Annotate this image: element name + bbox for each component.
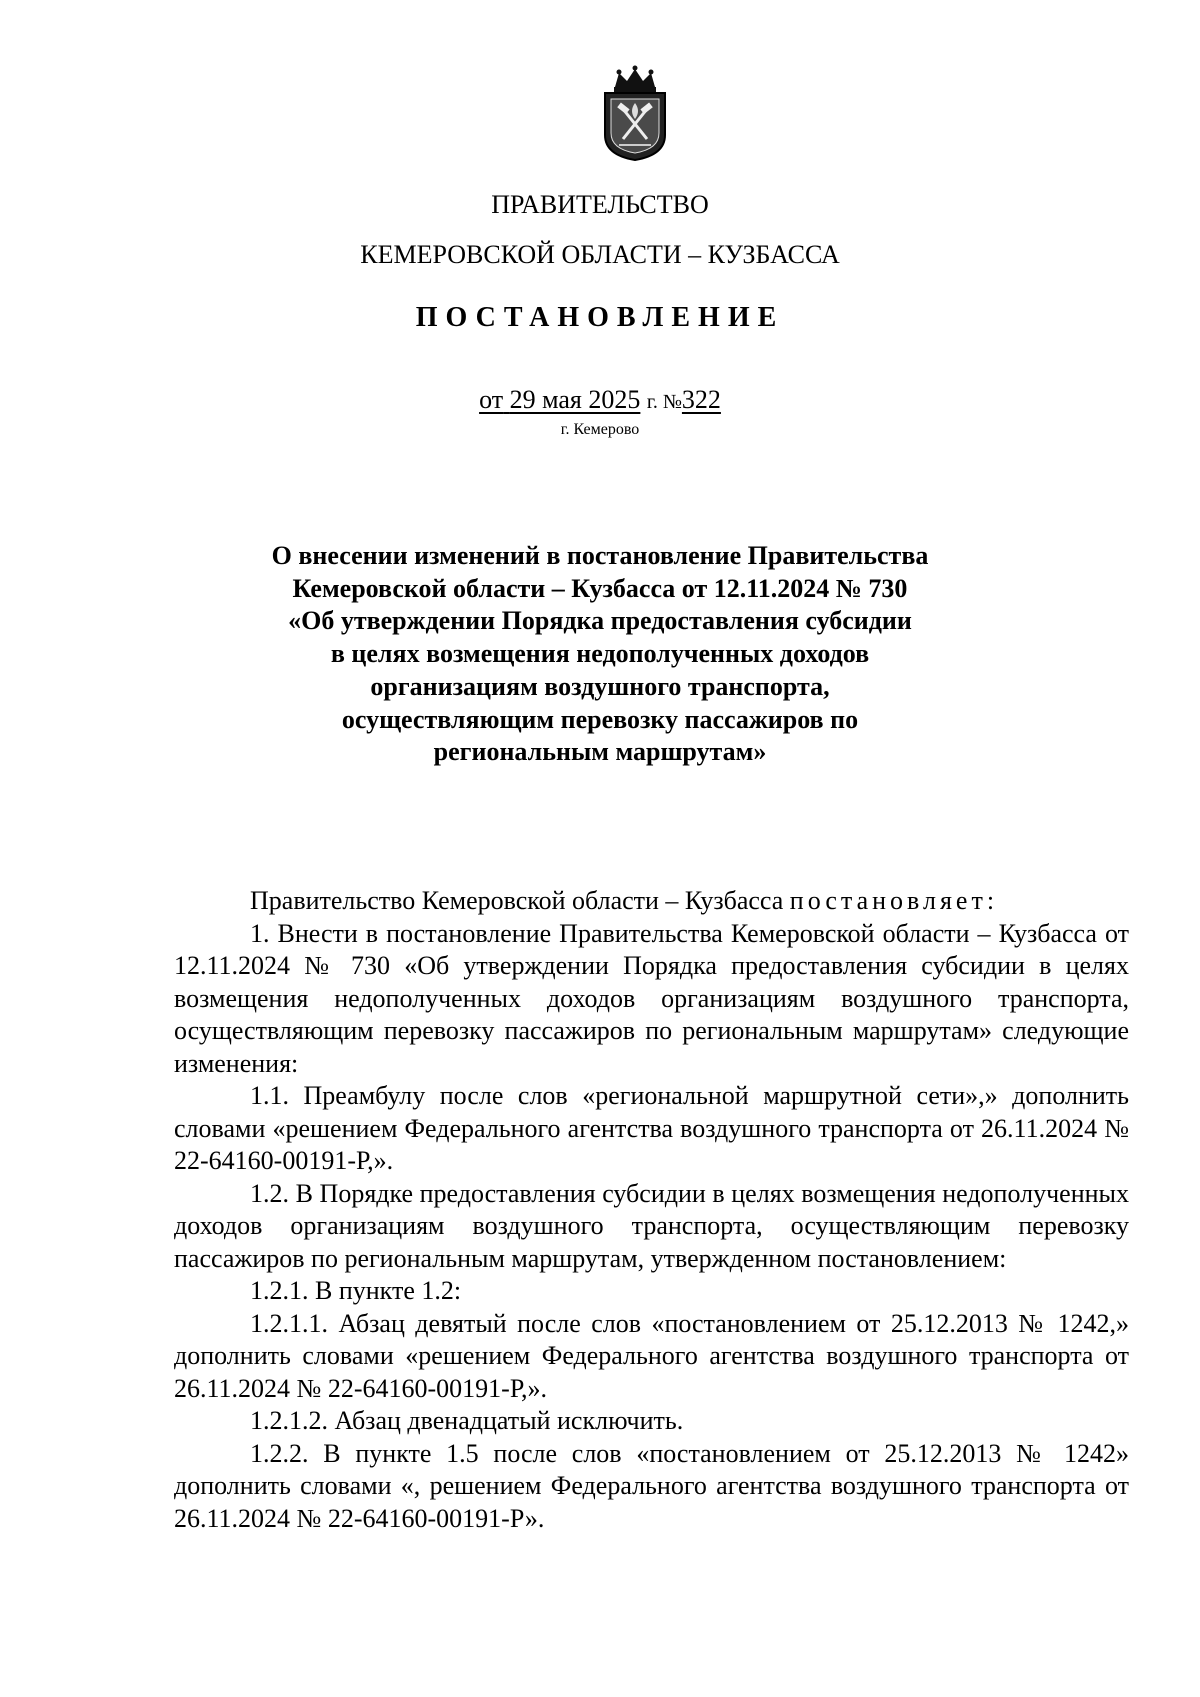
government-name [0, 180, 1200, 280]
coat-of-arms-icon [597, 65, 673, 161]
city: г. Кемерово [560, 421, 640, 438]
date-prefix: от [479, 385, 504, 414]
intro-end: : [986, 886, 995, 915]
title-line: в целях возмещения недополученных доходов [330, 639, 870, 669]
title-line: региональным маршрутам» [433, 737, 767, 767]
document-date: 29 мая 2025 [509, 385, 641, 414]
government-line-2: КЕМЕРОВСКОЙ ОБЛАСТИ – КУЗБАССА [360, 240, 840, 269]
intro-text: Правительство Кемеровской области – Кузбасса [250, 886, 790, 915]
document-title [0, 540, 1200, 769]
title-line: «Об утверждении Порядка предоставления субсидии [288, 606, 912, 636]
paragraph-1-1: 1.1. Преамбулу после слов «региональной маршрутной сети»,» дополнить словами «решением Федерального агентства воздушного транспорта от 26.11.2024 № 22-64160-00191-Р,». [174, 1081, 1129, 1175]
date-number-line [0, 383, 1200, 419]
title-line: О внесении изменений в постановление Правительства [271, 541, 929, 570]
title-line: организациям воздушного транспорта, [370, 671, 830, 701]
document-number: 322 [681, 385, 721, 414]
title-line: Кемеровской области – Кузбасса от 12.11.2024 № 730 [292, 573, 908, 603]
paragraph-1-2: 1.2. В Порядке предоставления субсидии в целях возмещения недополученных доходов организациям воздушного транспорта, осуществляющим перевозку пассажиров по региональным маршрутам, утвержденном постановлением: [174, 1178, 1129, 1273]
title-line: осуществляющим перевозку пассажиров по [341, 704, 859, 734]
document-body [174, 885, 1129, 1535]
intro-paragraph [174, 885, 1129, 918]
paragraph-1-2-1-2: 1.2.1.2. Абзац двенадцатый исключить. [250, 1406, 684, 1435]
intro-verb: постановляет [789, 886, 987, 915]
document-type: ПОСТАНОВЛЕНИЕ [415, 302, 785, 333]
paragraph-1-2-1-1: 1.2.1.1. Абзац девятый после слов «постановлением от 25.12.2013 № 1242,» дополнить словами «решением Федерального агентства воздушного транспорта от 26.11.2024 № 22-64160-00191-Р,». [174, 1308, 1129, 1403]
paragraph-1-2-2: 1.2.2. В пункте 1.5 после слов «постановлением от 25.12.2013 № 1242» дополнить словами «, решением Федерального агентства воздушного транспорта от 26.11.2024 № 22-64160-00191-Р». [174, 1438, 1129, 1533]
government-line-1: ПРАВИТЕЛЬСТВО [491, 190, 709, 219]
paragraph-1: 1. Внести в постановление Правительства Кемеровской области – Кузбасса от 12.11.2024 № 730 «Об утверждении Порядка предоставления субсидии в целях возмещения недополученных доходов организациям воздушного транспорта, осуществляющим перевозку пассажиров по региональным маршрутам» следующие изменения: [174, 918, 1129, 1078]
date-suffix: г. № [646, 391, 682, 413]
paragraph-1-2-1: 1.2.1. В пункте 1.2: [250, 1276, 462, 1305]
